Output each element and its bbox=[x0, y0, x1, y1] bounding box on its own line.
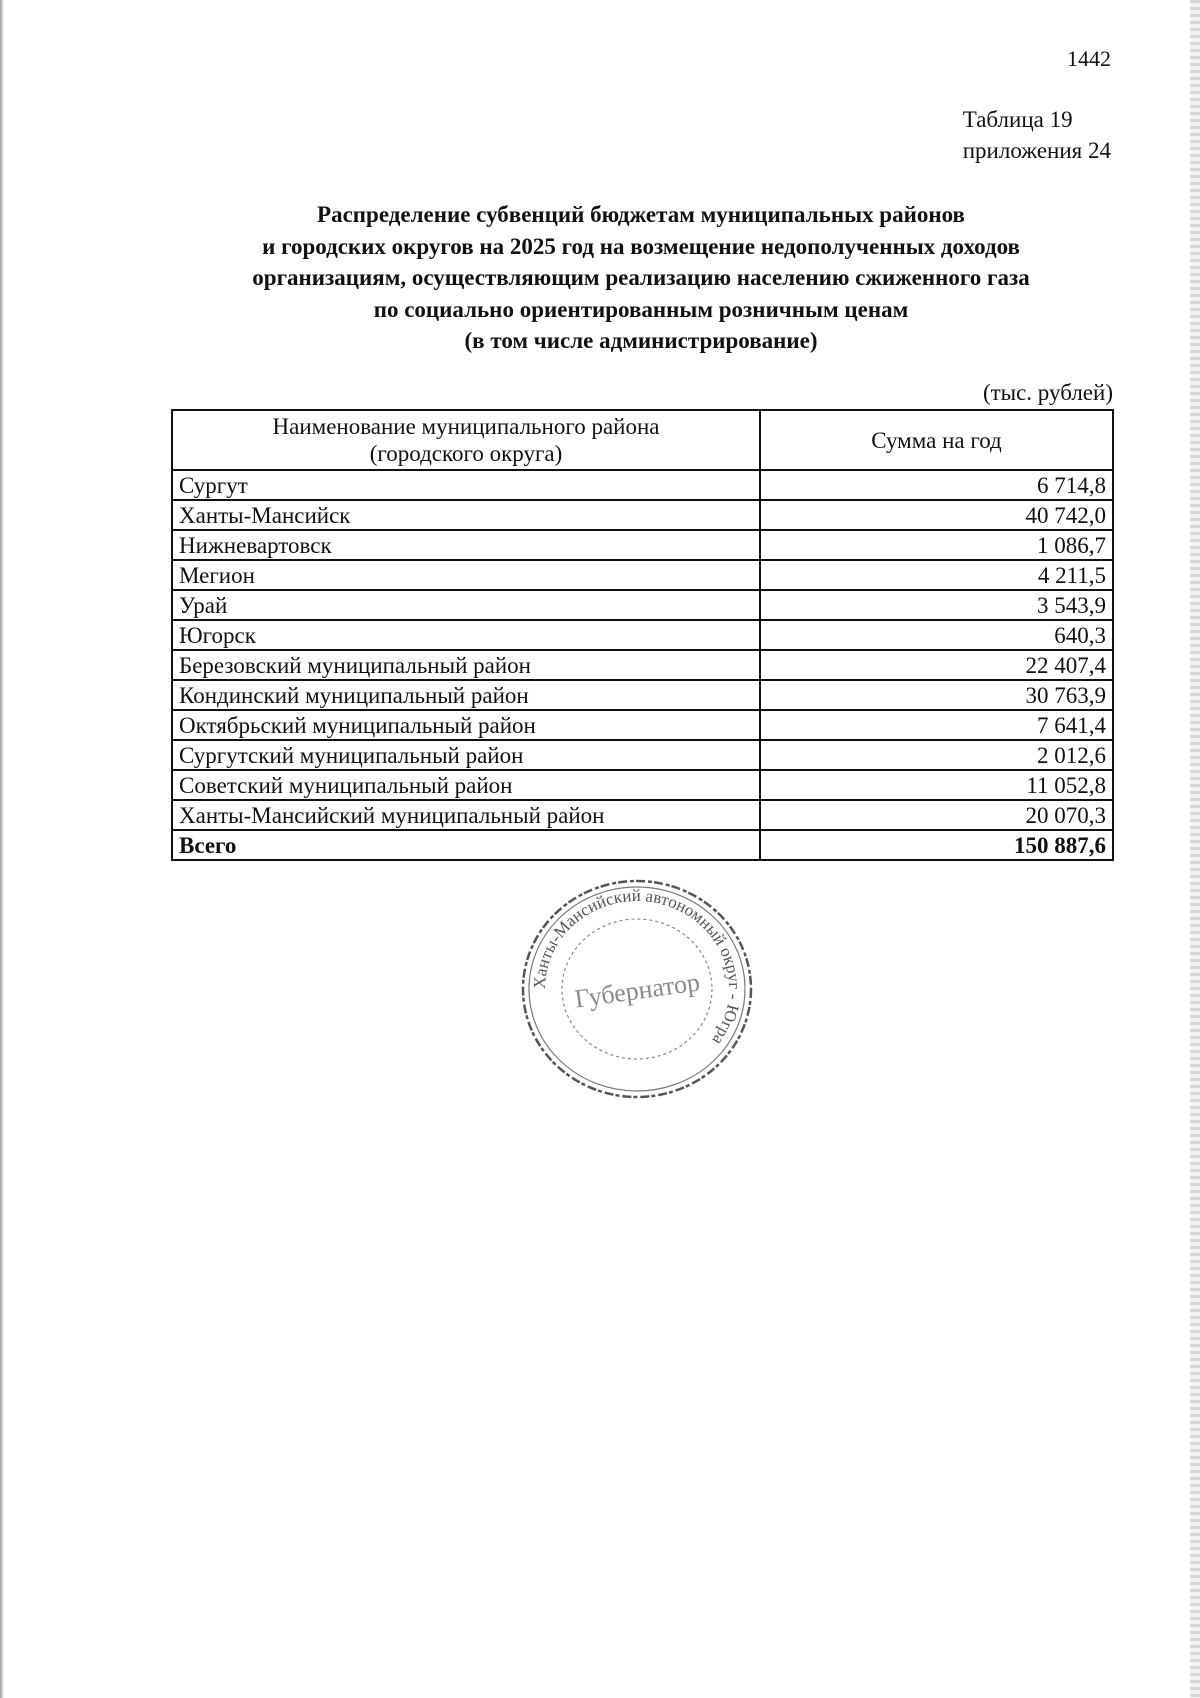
table-row bbox=[172, 560, 1113, 590]
table-reference-line-2: приложения 24 bbox=[962, 138, 1111, 163]
table-row bbox=[172, 740, 1113, 770]
table-total-row bbox=[172, 830, 1113, 860]
table-row bbox=[172, 500, 1113, 530]
official-seal-stamp bbox=[519, 876, 755, 1102]
cell-name: Сургут bbox=[172, 470, 760, 500]
title-line-1: Распределение субвенций бюджетам муниципальных районов bbox=[317, 202, 965, 227]
cell-name: Кондинский муниципальный район bbox=[172, 680, 760, 710]
table-row bbox=[172, 680, 1113, 710]
table-row bbox=[172, 530, 1113, 560]
title-line-5: (в том числе администрирование) bbox=[464, 328, 818, 353]
table-row bbox=[172, 470, 1113, 500]
seal-graphic bbox=[519, 876, 755, 1102]
seal-ring-text: Ханты-Мансийский автономный округ - Югра bbox=[529, 885, 745, 1049]
cell-sum: 11 052,8 bbox=[760, 770, 1113, 800]
cell-name: Октябрьский муниципальный район bbox=[172, 710, 760, 740]
table-row bbox=[172, 800, 1113, 830]
table-reference-line-1: Таблица 19 bbox=[962, 107, 1073, 132]
table-reference bbox=[963, 104, 1111, 166]
cell-name: Советский муниципальный район bbox=[172, 770, 760, 800]
document-title bbox=[170, 199, 1112, 357]
total-label: Всего bbox=[172, 830, 760, 860]
cell-name: Сургутский муниципальный район bbox=[172, 740, 760, 770]
title-line-2: и городских округов на 2025 год на возмещение недополученных доходов bbox=[262, 233, 1020, 259]
cell-sum: 2 012,6 bbox=[760, 740, 1113, 770]
table-header-row bbox=[172, 410, 1113, 470]
header-name-line-1: Наименование муниципального района bbox=[272, 414, 660, 439]
header-name-line-2: (городского округа) bbox=[369, 441, 563, 466]
cell-sum: 30 763,9 bbox=[760, 680, 1113, 710]
title-line-4: по социально ориентированным розничным ценам bbox=[373, 296, 909, 322]
title-line-3: организациям, осуществляющим реализацию населению сжиженного газа bbox=[252, 265, 1030, 290]
cell-sum: 20 070,3 bbox=[760, 800, 1113, 830]
page-number: 1442 bbox=[1067, 46, 1111, 71]
scan-edge-right bbox=[1190, 0, 1200, 1698]
cell-name: Ханты-Мансийск bbox=[172, 500, 760, 530]
header-name bbox=[172, 410, 760, 470]
cell-sum: 640,3 bbox=[760, 620, 1113, 650]
units-label: (тыс. рублей) bbox=[982, 380, 1113, 405]
cell-name: Ханты-Мансийский муниципальный район bbox=[172, 800, 760, 830]
table-row bbox=[172, 770, 1113, 800]
cell-sum: 4 211,5 bbox=[760, 560, 1113, 590]
table-row bbox=[172, 590, 1113, 620]
cell-sum: 7 641,4 bbox=[760, 710, 1113, 740]
cell-sum: 22 407,4 bbox=[760, 650, 1113, 680]
cell-sum: 6 714,8 bbox=[760, 470, 1113, 500]
cell-name: Березовский муниципальный район bbox=[172, 650, 760, 680]
scan-edge-left bbox=[0, 0, 4, 1698]
seal-center-text: Губернатор bbox=[572, 967, 702, 1014]
subventions-table bbox=[171, 409, 1114, 861]
cell-sum: 1 086,7 bbox=[760, 530, 1113, 560]
cell-name: Урай bbox=[172, 590, 760, 620]
cell-sum: 3 543,9 bbox=[760, 590, 1113, 620]
cell-sum: 40 742,0 bbox=[760, 500, 1113, 530]
header-sum: Сумма на год bbox=[760, 410, 1113, 470]
cell-name: Мегион bbox=[172, 560, 760, 590]
cell-name: Югорск bbox=[172, 620, 760, 650]
cell-name: Нижневартовск bbox=[172, 530, 760, 560]
total-sum: 150 887,6 bbox=[760, 830, 1113, 860]
table-row bbox=[172, 620, 1113, 650]
table-row bbox=[172, 710, 1113, 740]
table-row bbox=[172, 650, 1113, 680]
